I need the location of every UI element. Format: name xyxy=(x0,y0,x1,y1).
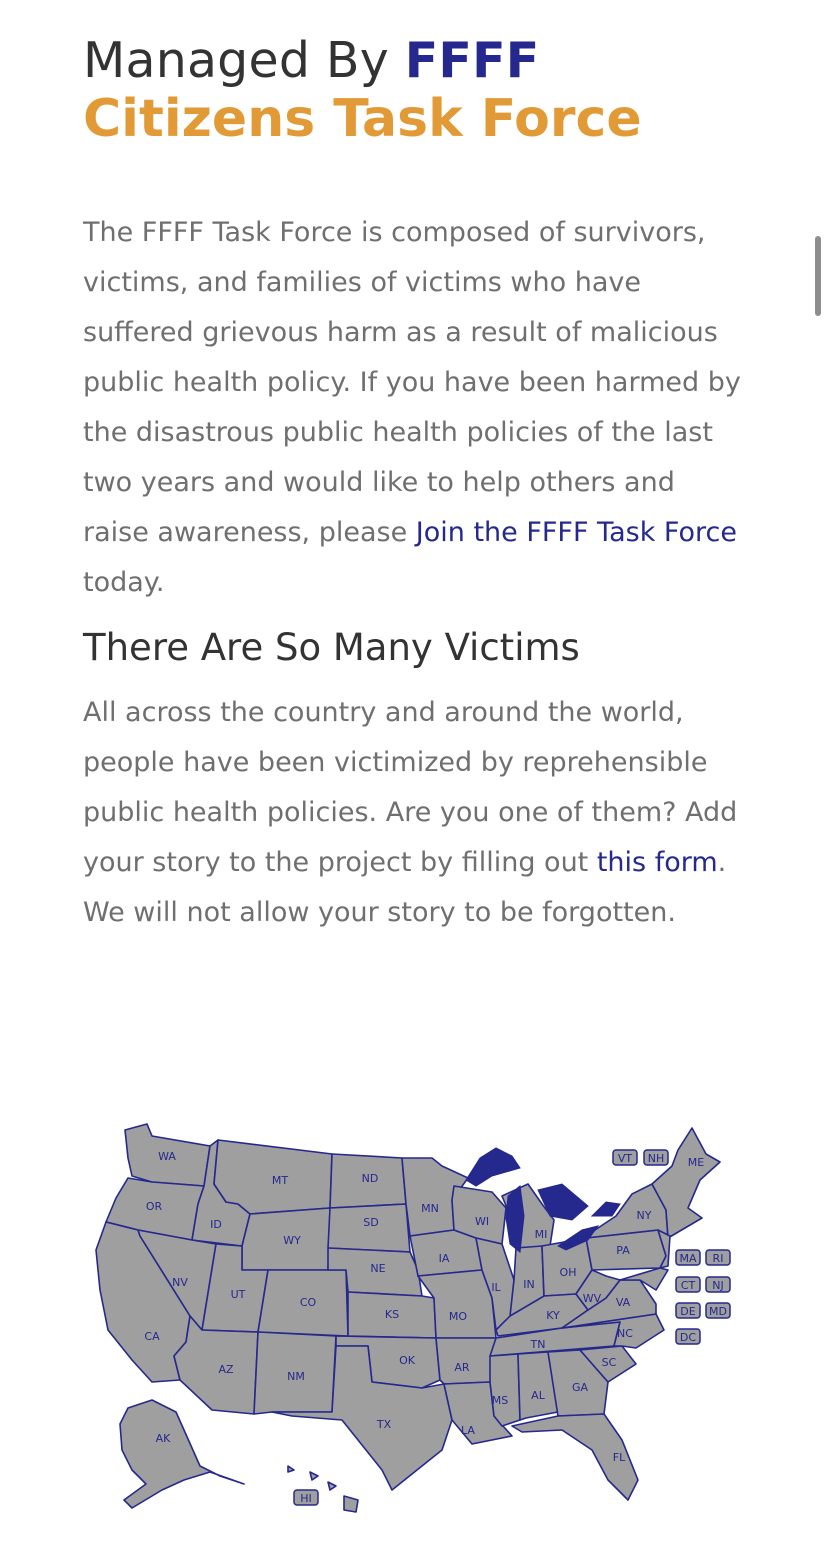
scrollbar[interactable] xyxy=(815,236,821,316)
label-mn: MN xyxy=(421,1202,439,1215)
label-ga: GA xyxy=(571,1381,589,1394)
label-or: OR xyxy=(145,1200,163,1213)
small-state-dc[interactable] xyxy=(676,1329,700,1344)
small-state-ct[interactable] xyxy=(676,1277,700,1292)
label-nd: ND xyxy=(361,1172,379,1185)
small-state-md[interactable] xyxy=(706,1303,730,1318)
label-ut: UT xyxy=(230,1288,246,1301)
label-wa: WA xyxy=(158,1150,176,1163)
label-ia: IA xyxy=(438,1252,450,1265)
label-wi: WI xyxy=(474,1215,490,1228)
small-state-hi[interactable] xyxy=(294,1490,318,1505)
svg-text:CT: CT xyxy=(680,1279,696,1292)
page-subtitle: Citizens Task Force xyxy=(83,89,642,149)
label-tx: TX xyxy=(376,1418,392,1431)
label-ks: KS xyxy=(384,1308,400,1321)
label-in: IN xyxy=(523,1278,535,1291)
managed-by-text: Managed By xyxy=(83,32,389,89)
join-task-force-link[interactable]: Join the FFFF Task Force xyxy=(415,517,737,548)
intro-paragraph: The FFFF Task Force is composed of survivors, victims, and families of victims who have suffered grievous harm as a result of malicious public health policy. If you have been harmed by the disastrous public health policies of the last two years and would like to help others and raise awareness, please Join the FFFF Task Force today. xyxy=(83,217,741,598)
label-wv: WV xyxy=(582,1292,602,1305)
label-nm: NM xyxy=(287,1370,305,1383)
label-me: ME xyxy=(687,1156,705,1169)
label-sd: SD xyxy=(363,1216,379,1229)
label-la: LA xyxy=(461,1424,475,1437)
lake-ontario xyxy=(592,1202,620,1216)
label-sc: SC xyxy=(601,1356,617,1369)
story-form-link[interactable]: this form xyxy=(596,847,718,878)
label-ny: NY xyxy=(636,1209,652,1222)
us-states-map xyxy=(92,1120,732,1520)
state-ak[interactable] xyxy=(120,1400,244,1508)
label-al: AL xyxy=(531,1389,545,1402)
label-il: IL xyxy=(491,1281,501,1294)
label-pa: PA xyxy=(616,1244,630,1257)
label-az: AZ xyxy=(218,1363,234,1376)
label-co: CO xyxy=(299,1296,317,1309)
label-fl: FL xyxy=(612,1451,626,1464)
svg-text:MA: MA xyxy=(679,1252,697,1265)
label-ar: AR xyxy=(454,1361,470,1374)
small-state-ri[interactable] xyxy=(706,1250,730,1265)
label-ak: AK xyxy=(155,1432,171,1445)
label-va: VA xyxy=(615,1296,631,1309)
label-mt: MT xyxy=(271,1174,289,1187)
label-nc: NC xyxy=(617,1327,633,1340)
label-ms: MS xyxy=(491,1394,509,1407)
section-title: There Are So Many Victims xyxy=(83,626,580,669)
label-ok: OK xyxy=(399,1354,415,1367)
small-state-vt[interactable] xyxy=(613,1150,637,1165)
label-ne: NE xyxy=(370,1262,386,1275)
label-mo: MO xyxy=(448,1310,468,1323)
svg-text:RI: RI xyxy=(712,1252,724,1265)
label-tn: TN xyxy=(530,1338,546,1351)
page-content xyxy=(83,30,743,928)
svg-text:NH: NH xyxy=(647,1152,665,1165)
svg-text:VT: VT xyxy=(617,1152,633,1165)
label-ky: KY xyxy=(546,1309,560,1322)
small-state-nh[interactable] xyxy=(644,1150,668,1165)
svg-text:HI: HI xyxy=(300,1492,312,1505)
svg-text:DC: DC xyxy=(679,1331,697,1344)
section-paragraph: All across the country and around the world, people have been victimized by reprehensible public health policies. Are you one of them? Add your story to the project by filling out this form. We will not allow your story to be forgotten. xyxy=(83,697,738,928)
label-oh: OH xyxy=(559,1266,577,1279)
small-state-nj[interactable] xyxy=(706,1277,730,1292)
brand-name: FFFF xyxy=(404,32,540,89)
label-mi: MI xyxy=(534,1228,548,1241)
label-ca: CA xyxy=(144,1330,160,1343)
label-nv: NV xyxy=(172,1276,188,1289)
lake-superior xyxy=(466,1148,520,1186)
svg-text:DE: DE xyxy=(680,1305,696,1318)
page-title xyxy=(83,30,743,149)
label-id: ID xyxy=(210,1218,222,1231)
small-state-de[interactable] xyxy=(676,1303,700,1318)
lake-michigan xyxy=(506,1186,524,1252)
state-ms[interactable] xyxy=(490,1354,520,1426)
svg-text:MD: MD xyxy=(709,1305,727,1318)
small-state-ma[interactable] xyxy=(676,1250,700,1265)
label-wy: WY xyxy=(283,1234,301,1247)
svg-text:NJ: NJ xyxy=(712,1279,724,1292)
